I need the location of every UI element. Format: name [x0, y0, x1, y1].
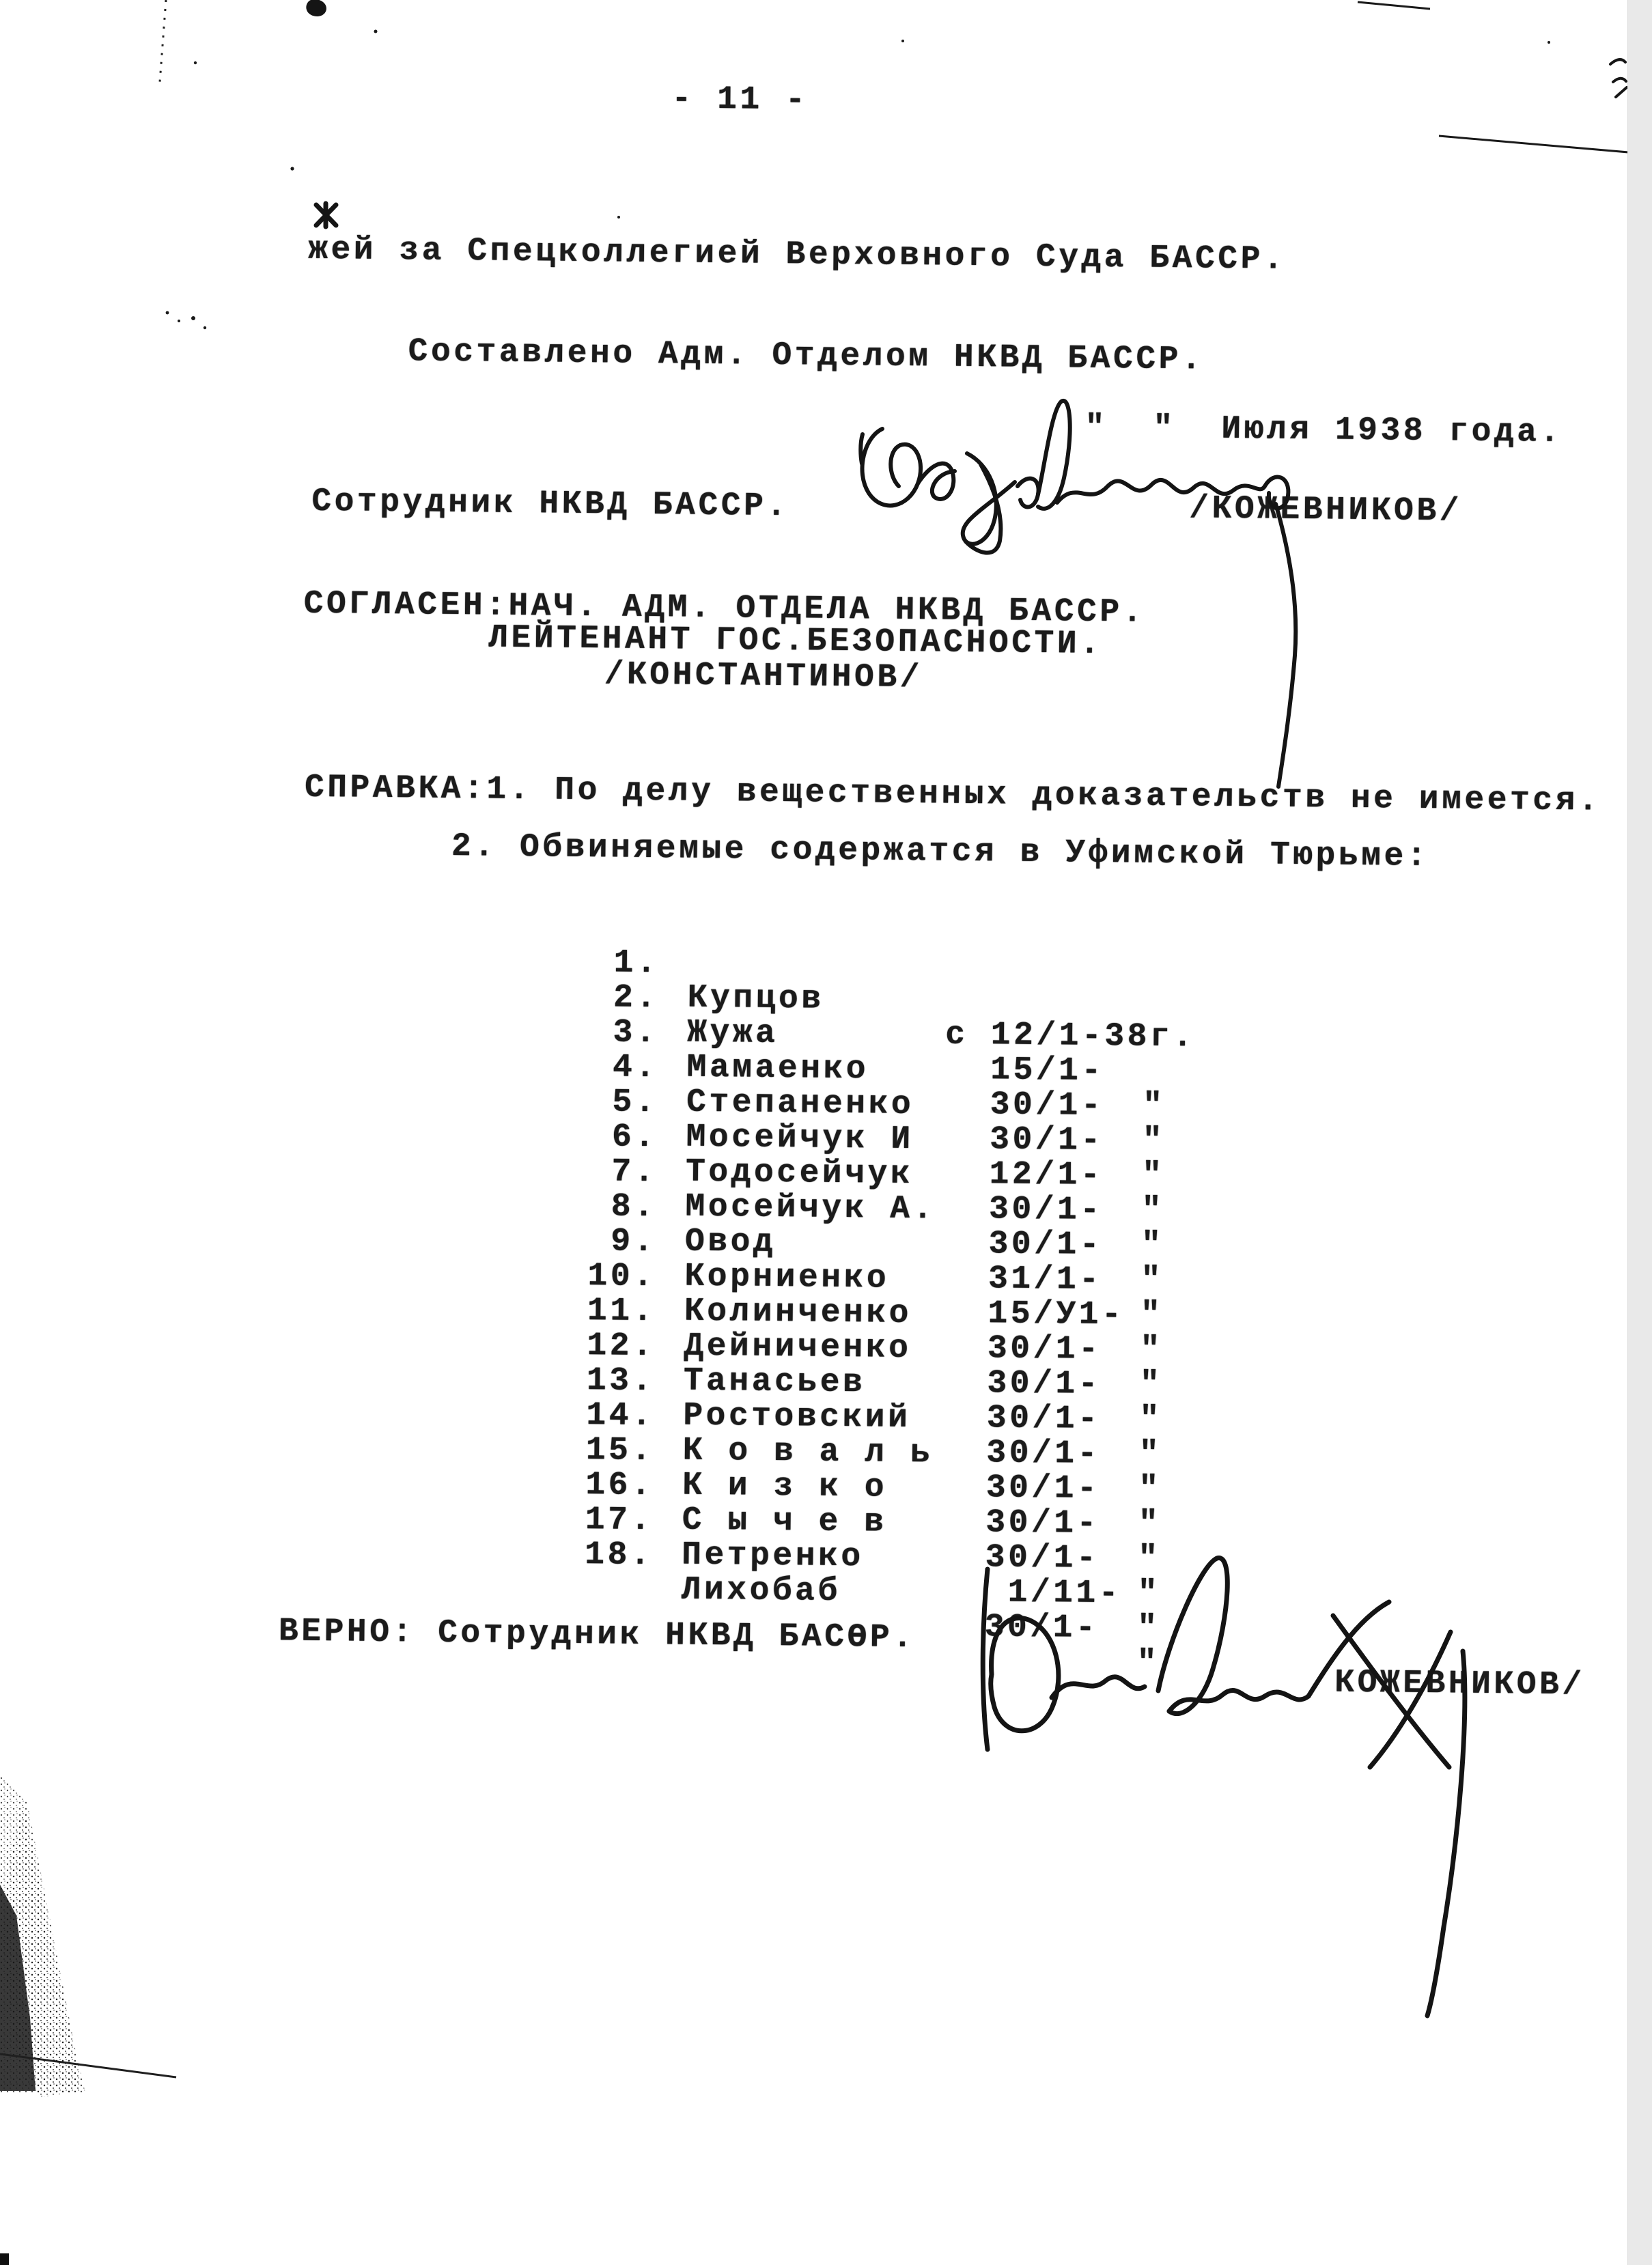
prisoner-name: С ы ч е в: [682, 1502, 887, 1541]
prisoner-name: Мамаенко: [686, 1049, 869, 1088]
detention-date: 30/1-: [941, 1364, 1102, 1403]
prisoner-number: 10.: [587, 1258, 656, 1296]
prisoner-name: Мосейчук И: [686, 1119, 914, 1159]
prisoner-name: Ростовский: [683, 1397, 911, 1437]
prisoner-number: 12.: [587, 1327, 656, 1366]
detention-date: 30/1-: [940, 1504, 1100, 1543]
ditto-mark: ": [1137, 1540, 1161, 1577]
ditto-mark: ": [1137, 1575, 1161, 1612]
detention-date: 30/1-: [944, 1086, 1104, 1125]
ditto-mark: ": [1142, 1122, 1166, 1159]
detention-date: 15/1-: [944, 1051, 1105, 1091]
detention-date: с 12/1-38г.: [944, 1016, 1196, 1056]
date-line: " " Июля 1938 года.: [1084, 409, 1563, 451]
prisoner-number: 8.: [611, 1188, 657, 1226]
detention-date: 15/У1-: [942, 1295, 1125, 1334]
ditto-mark: ": [1142, 1087, 1166, 1125]
ditto-mark: ": [1140, 1226, 1164, 1264]
agreed-line-1: СОГЛАСЕН:НАЧ. АДМ. ОТДЕЛА НКВД БАССР.: [303, 585, 1146, 632]
detention-date: 30/1-: [941, 1399, 1101, 1438]
prisoner-name: Петренко: [681, 1536, 864, 1576]
kozhevnikov-signature-middle: [860, 401, 1296, 787]
prisoner-number: 4.: [612, 1049, 658, 1087]
ditto-mark: ": [1139, 1366, 1163, 1403]
ditto-mark: ": [1138, 1470, 1162, 1508]
prisoner-number: 1.: [613, 944, 660, 983]
agreed-line-3: /КОНСТАНТИНОВ/: [604, 656, 923, 697]
detention-date: 1/11-: [939, 1573, 1122, 1613]
intro-line: жей за Спецколлегией Верховного Суда БАССР.: [307, 231, 1287, 279]
detention-date: 12/1-: [943, 1155, 1104, 1195]
ditto-mark: ": [1138, 1435, 1162, 1473]
ditto-mark: ": [1138, 1505, 1162, 1543]
prisoner-name: Мосейчук А.: [685, 1188, 936, 1228]
detention-date: 30/1-: [942, 1225, 1103, 1265]
prisoner-name: Степаненко: [686, 1084, 914, 1124]
ditto-mark: ": [1141, 1192, 1165, 1229]
officer-signature-typed: /КОЖЕВНИКОВ/: [1189, 490, 1463, 531]
ditto-mark: ": [1136, 1609, 1160, 1647]
scanner-edge-strip: [1627, 0, 1652, 2265]
detention-date: 31/1-: [942, 1260, 1102, 1299]
ditto-mark: ": [1140, 1296, 1164, 1334]
prisoner-number: 13.: [586, 1362, 656, 1401]
agreed-line-2: ЛЕЙТЕНАНТ ГОС.БЕЗОПАСНОСТИ.: [488, 619, 1103, 663]
prisoner-number: 11.: [587, 1293, 656, 1331]
detention-date: 30/1-: [944, 1121, 1104, 1160]
verno-line: ВЕРНО: Сотрудник НКВД БАСӨР.: [278, 1613, 916, 1657]
prisoner-number: 6.: [611, 1119, 658, 1157]
detention-date: 30/1-: [938, 1608, 1099, 1647]
detention-date: 30/1-: [943, 1190, 1103, 1230]
prisoner-number: 9.: [611, 1223, 657, 1261]
officer-line: Сотрудник НКВД БАССР.: [311, 483, 789, 526]
prisoner-number: 15.: [585, 1432, 655, 1470]
ditto-mark: ": [1136, 1644, 1160, 1682]
prisoner-number: 7.: [611, 1153, 658, 1192]
compiled-line: Составлено Адм. Отделом НКВД БАССР.: [408, 333, 1205, 379]
ditto-mark: ": [1140, 1261, 1164, 1299]
prisoner-name: Танасьев: [683, 1362, 866, 1402]
ditto-mark: ": [1140, 1331, 1163, 1368]
detention-date: 30/1-: [940, 1434, 1101, 1473]
prisoner-number: 16.: [585, 1467, 654, 1505]
detention-date: 30/1-: [940, 1469, 1100, 1508]
prisoner-name: Дейниченко: [684, 1327, 912, 1368]
prisoner-number: 2.: [613, 979, 660, 1017]
prisoner-number: 5.: [612, 1084, 658, 1122]
verno-signature-typed: КОЖЕВНИКОВ/: [1334, 1664, 1585, 1704]
prisoner-number: 17.: [585, 1502, 654, 1540]
spravka-line-2: 2. Обвиняемые содержатся в Уфимской Тюрьме:: [451, 828, 1430, 875]
ditto-mark: ": [1141, 1157, 1165, 1194]
kozhevnikov-signature-bottom: [983, 1558, 1465, 2016]
spravka-line-1: СПРАВКА:1. По делу вещественных доказательств не имеется.: [304, 769, 1601, 820]
prisoner-name: Тодосейчук: [685, 1153, 914, 1194]
detention-date: 30/1-: [939, 1538, 1100, 1577]
prisoner-name: Корниенко: [684, 1258, 890, 1297]
prisoner-name: К о в а л ь: [682, 1432, 934, 1472]
prisoner-name: Лихобаб: [681, 1571, 841, 1611]
ditto-mark: ": [1139, 1401, 1162, 1438]
prisoner-name: К и з к о: [682, 1467, 888, 1506]
page-number: - 11 -: [671, 81, 809, 119]
prisoner-number: 14.: [586, 1397, 655, 1435]
prisoner-name: Жужа: [686, 1014, 779, 1053]
prisoner-name: Овод: [684, 1223, 776, 1261]
detention-date: 30/1-: [942, 1330, 1102, 1368]
prisoner-number: 18.: [584, 1536, 654, 1575]
prisoner-name: Купцов: [687, 979, 824, 1018]
prisoner-name: Колинченко: [684, 1293, 912, 1333]
prisoner-number: 3.: [613, 1014, 659, 1052]
